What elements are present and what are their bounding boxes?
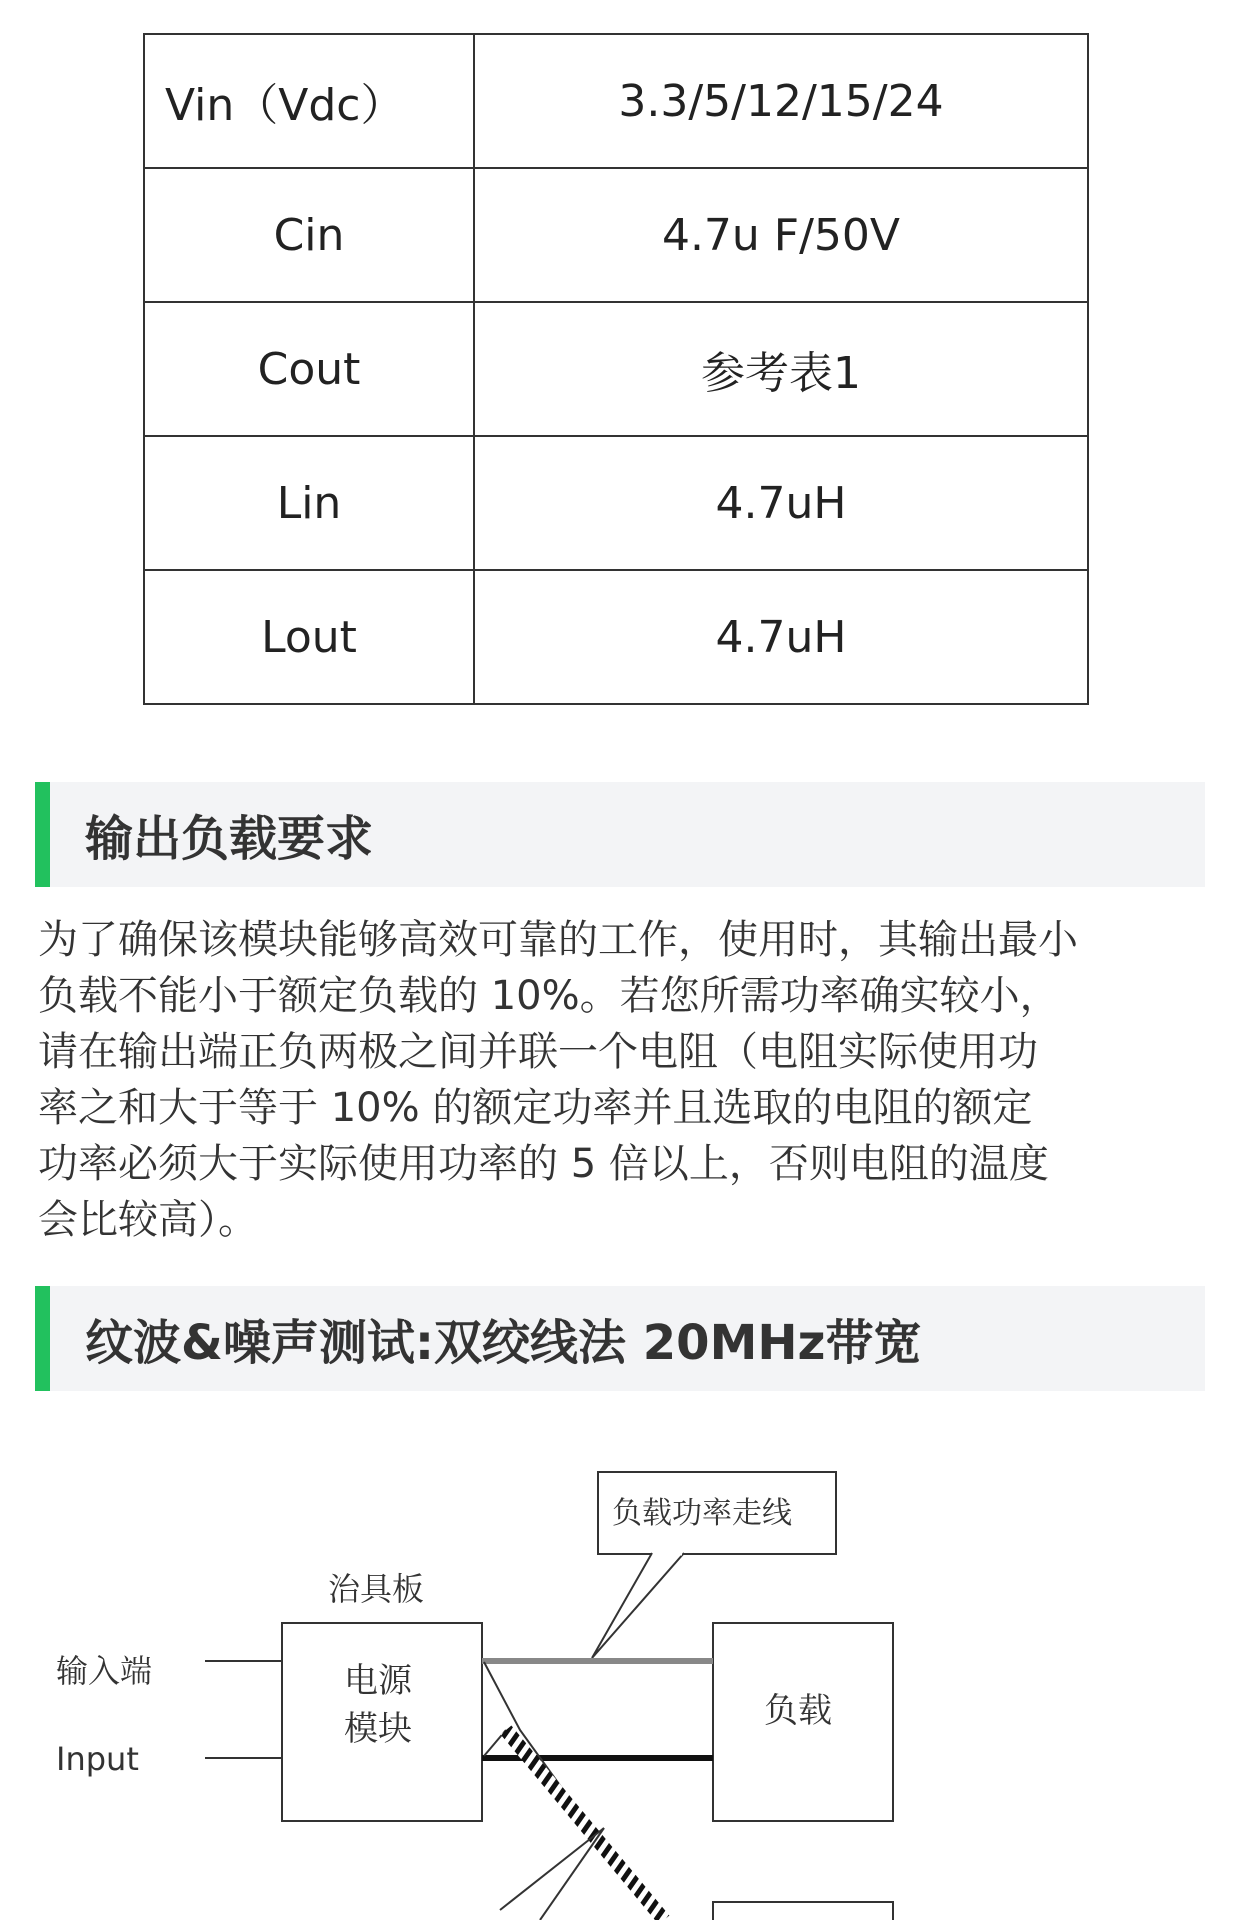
paragraph-line: 功率必须大于实际使用功率的 5 倍以上，否则电阻的温度 <box>38 1141 1049 1187</box>
value-cell: 4.7u F/50V <box>474 168 1088 302</box>
table-row <box>144 168 1088 302</box>
section-heading-ripple-noise <box>35 1286 1205 1391</box>
param-cell: Lin <box>144 436 474 570</box>
param-cell: Cin <box>144 168 474 302</box>
value-cell: 4.7uH <box>474 436 1088 570</box>
callout-text: 负载功率走线 <box>612 1496 792 1531</box>
fixture-label: 治具板 <box>328 1570 425 1608</box>
paragraph-line: 为了确保该模块能够高效可靠的工作，使用时，其输出最小 <box>38 917 1078 963</box>
param-cell: Cout <box>144 302 474 436</box>
param-cell: Lout <box>144 570 474 704</box>
table-row <box>144 34 1088 168</box>
section-heading-output-load <box>35 782 1205 887</box>
table-row <box>144 302 1088 436</box>
paragraph-line: 率之和大于等于 10% 的额定功率并且选取的电阻的额定 <box>38 1085 1033 1131</box>
pointer-line <box>540 1828 604 1920</box>
value-cell: 4.7uH <box>474 570 1088 704</box>
input-label-en: Input <box>56 1740 139 1778</box>
param-cell: Vin（Vdc） <box>144 34 474 168</box>
module-label-line2: 模块 <box>344 1709 412 1749</box>
section-title: 输出负载要求 <box>85 811 374 867</box>
accent-bar <box>35 1286 50 1391</box>
pointer-line <box>500 1828 604 1910</box>
load-label: 负载 <box>764 1691 832 1731</box>
input-label-cn: 输入端 <box>56 1652 153 1690</box>
paragraph-line: 请在输出端正负两极之间并联一个电阻（电阻实际使用功 <box>38 1029 1038 1075</box>
value-cell: 参考表1 <box>474 302 1088 436</box>
module-label-line1: 电源 <box>344 1661 412 1701</box>
paragraph-line: 会比较高）。 <box>38 1197 258 1243</box>
oscilloscope-box-partial <box>713 1902 893 1920</box>
accent-bar <box>35 782 50 887</box>
ripple-test-diagram <box>0 1440 1240 1920</box>
spec-table <box>143 33 1089 705</box>
section-title: 纹波&噪声测试:双绞线法 20MHz带宽 <box>85 1315 922 1371</box>
table-row <box>144 570 1088 704</box>
output-load-paragraph <box>38 912 1208 1248</box>
value-cell: 3.3/5/12/15/24 <box>474 34 1088 168</box>
table-row <box>144 436 1088 570</box>
paragraph-line: 负载不能小于额定负载的 10%。若您所需功率确实较小， <box>38 973 1060 1019</box>
